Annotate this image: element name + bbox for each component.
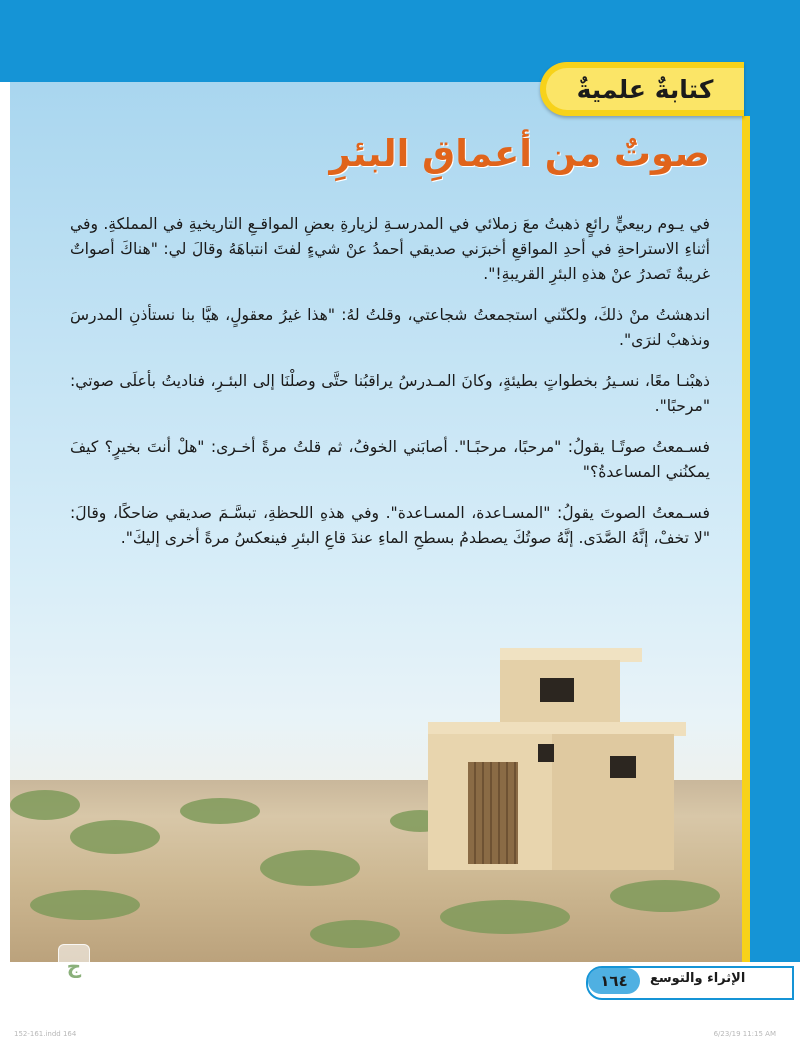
logo-glyph: ج: [66, 954, 82, 978]
shrub: [70, 820, 160, 854]
shrub: [30, 890, 140, 920]
footer-label: الإثراء والتوسع: [650, 971, 746, 986]
publisher-logo: [58, 944, 90, 988]
section-label: كتابةٌ علميةٌ: [576, 74, 714, 104]
print-slug-left: 152-161.indd 164: [14, 1030, 77, 1038]
house-window: [538, 744, 554, 762]
shrub: [310, 920, 400, 948]
page-title: صوتٌ من أعماقِ البئرِ: [329, 132, 710, 175]
section-tab: [540, 62, 744, 116]
paragraph: فسـمعتُ الصوتَ يقولُ: "المسـاعدة، المسـاعدة". وفي هذهِ اللحظةِ، تبسَّـمَ صديقي ضاحكًا، وقالَ: "لا تخفْ، إنَّهُ الصَّدَى. إنَّهُ صوتُكَ يصطدمُ بسطحِ الماءِ عندَ قاعِ البئرِ فينعكسُ مرةً أخرى إليكَ".: [70, 504, 710, 547]
shrub: [440, 900, 570, 934]
side-band: [742, 82, 800, 962]
paragraph: فسـمعتُ صوتًـا يقولُ: "مرحبًا، مرحبًـا". أصابَني الخوفُ، ثم قلتُ مرةً أخـرى: "هلْ أنتَ بخيرٍ؟ كيفَ يمكنُني المساعدةُ؟": [70, 438, 710, 481]
house-door: [468, 762, 518, 864]
print-slug-right: 6/23/19 11:15 AM: [713, 1030, 776, 1038]
shrub: [610, 880, 720, 912]
paragraph: اندهشتُ منْ ذلكَ، ولكنّني استجمعتُ شجاعتي، وقلتُ لهُ: "هذا غيرُ معقولٍ، هيَّا بنا نستأذنِ المدرسَ ونذهبْ لنرَى".: [70, 306, 710, 349]
house-window: [540, 678, 574, 702]
paragraph: في يـوم ربيعيٍّ رائعٍ ذهبتُ معَ زملائي في المدرسـةِ لزيارةِ بعضِ المواقـعِ التاريخيةِ في المملكةِ. وفي أثناءِ الاستراحةِ في أحدِ المواقعِ أخبرَني صديقي أحمدُ عنْ شيءٍ لفتَ انتباهَهُ وقالَ لي: "هناكَ أصواتٌ غريبةٌ تَصدرُ عنْ هذهِ البئرِ القريبةِ!".: [70, 215, 710, 283]
house-window: [610, 756, 636, 778]
story-text: [70, 212, 710, 567]
section-tab-inner: [546, 68, 744, 110]
side-band-accent: [742, 116, 750, 962]
paragraph: ذهبْنـا معًا، نسـيرُ بخطواتٍ بطيئةٍ، وكانَ المـدرسُ يراقبُنا حتَّى وصلْنَا إلى البئـرِ، فناديتُ بأعلَى صوتي: "مرحبًا".: [70, 372, 710, 415]
shrub: [180, 798, 260, 824]
shrub: [260, 850, 360, 886]
page-number: ١٦٤: [588, 968, 640, 994]
shrub: [10, 790, 80, 820]
